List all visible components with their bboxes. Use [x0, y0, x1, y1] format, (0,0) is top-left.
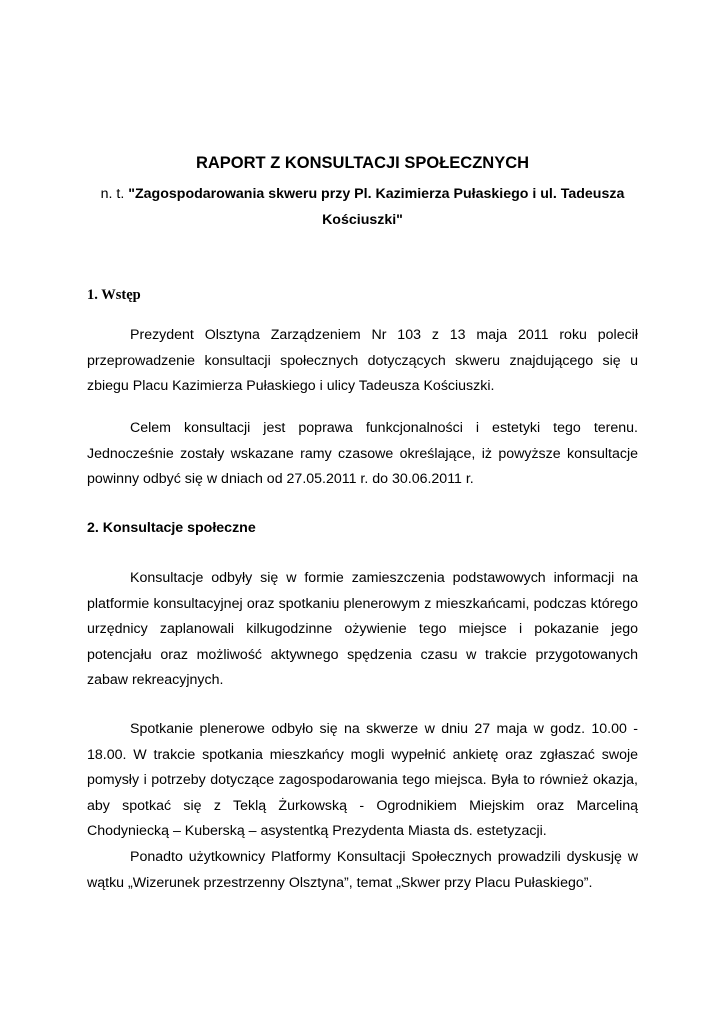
consultations-paragraph-1: Konsultacje odbyły się w formie zamieszczenia podstawowych informacji na platformie konsultacyjnej oraz spotkaniu plenerowym z mieszkańcami, podczas którego urzędnicy zaplanowali kilkugodzinne ożywienie tego miejsce i pokazanie jego potencjału oraz możliwość aktywnego spędzenia czasu w trakcie przygotowanych zabaw rekreacyjnych.: [87, 570, 638, 689]
intro-paragraph-2: Celem konsultacji jest poprawa funkcjonalności i estetyki tego terenu. Jednocześnie zostały wskazane ramy czasowe określające, iż powyższe konsultacje powinny odbyć się w dniach od 27.05.2011 r. do 30.06.2011 r.: [87, 420, 638, 488]
subtitle-quoted-name: "Zagospodarowania skweru przy Pl. Kazimierza Pułaskiego i ul. Tadeusza Kościuszki": [128, 186, 625, 228]
section-heading-consultations: 2. Konsultacje społeczne: [87, 520, 256, 536]
report-title: RAPORT Z KONSULTACJI SPOŁECZNYCH: [195, 154, 530, 172]
intro-paragraph-1: Prezydent Olsztyna Zarządzeniem Nr 103 z 13 maja 2011 roku polecił przeprowadzenie konsultacji społecznych dotyczących skweru znajdującego się u zbiegu Placu Kazimierza Pułaskiego i ulicy Tadeusza Kościuszki.: [87, 327, 638, 395]
section-heading-introduction: 1. Wstęp: [87, 287, 141, 303]
consultations-paragraph-3: Ponadto użytkownicy Platformy Konsultacji Społecznych prowadzili dyskusję w wątku „Wizerunek przestrzenny Olsztyna”, temat „Skwer przy Placu Pułaskiego”.: [87, 849, 638, 891]
report-subtitle: [87, 181, 638, 233]
consultations-paragraph-2: Spotkanie plenerowe odbyło się na skwerze w dniu 27 maja w godz. 10.00 - 18.00. W trakcie spotkania mieszkańcy mogli wypełnić ankietę oraz zgłaszać swoje pomysły i potrzeby dotyczące zagospodarowania tego miejsca. Była to również okazja, aby spotkać się z Teklą Żurkowską - Ogrodnikiem Miejskim oraz Marceliną Chodyniecką – Kuberską – asystentką Prezydenta Miasta ds. estetyzacji.: [87, 721, 638, 840]
subtitle-prefix: n. t.: [100, 186, 129, 202]
